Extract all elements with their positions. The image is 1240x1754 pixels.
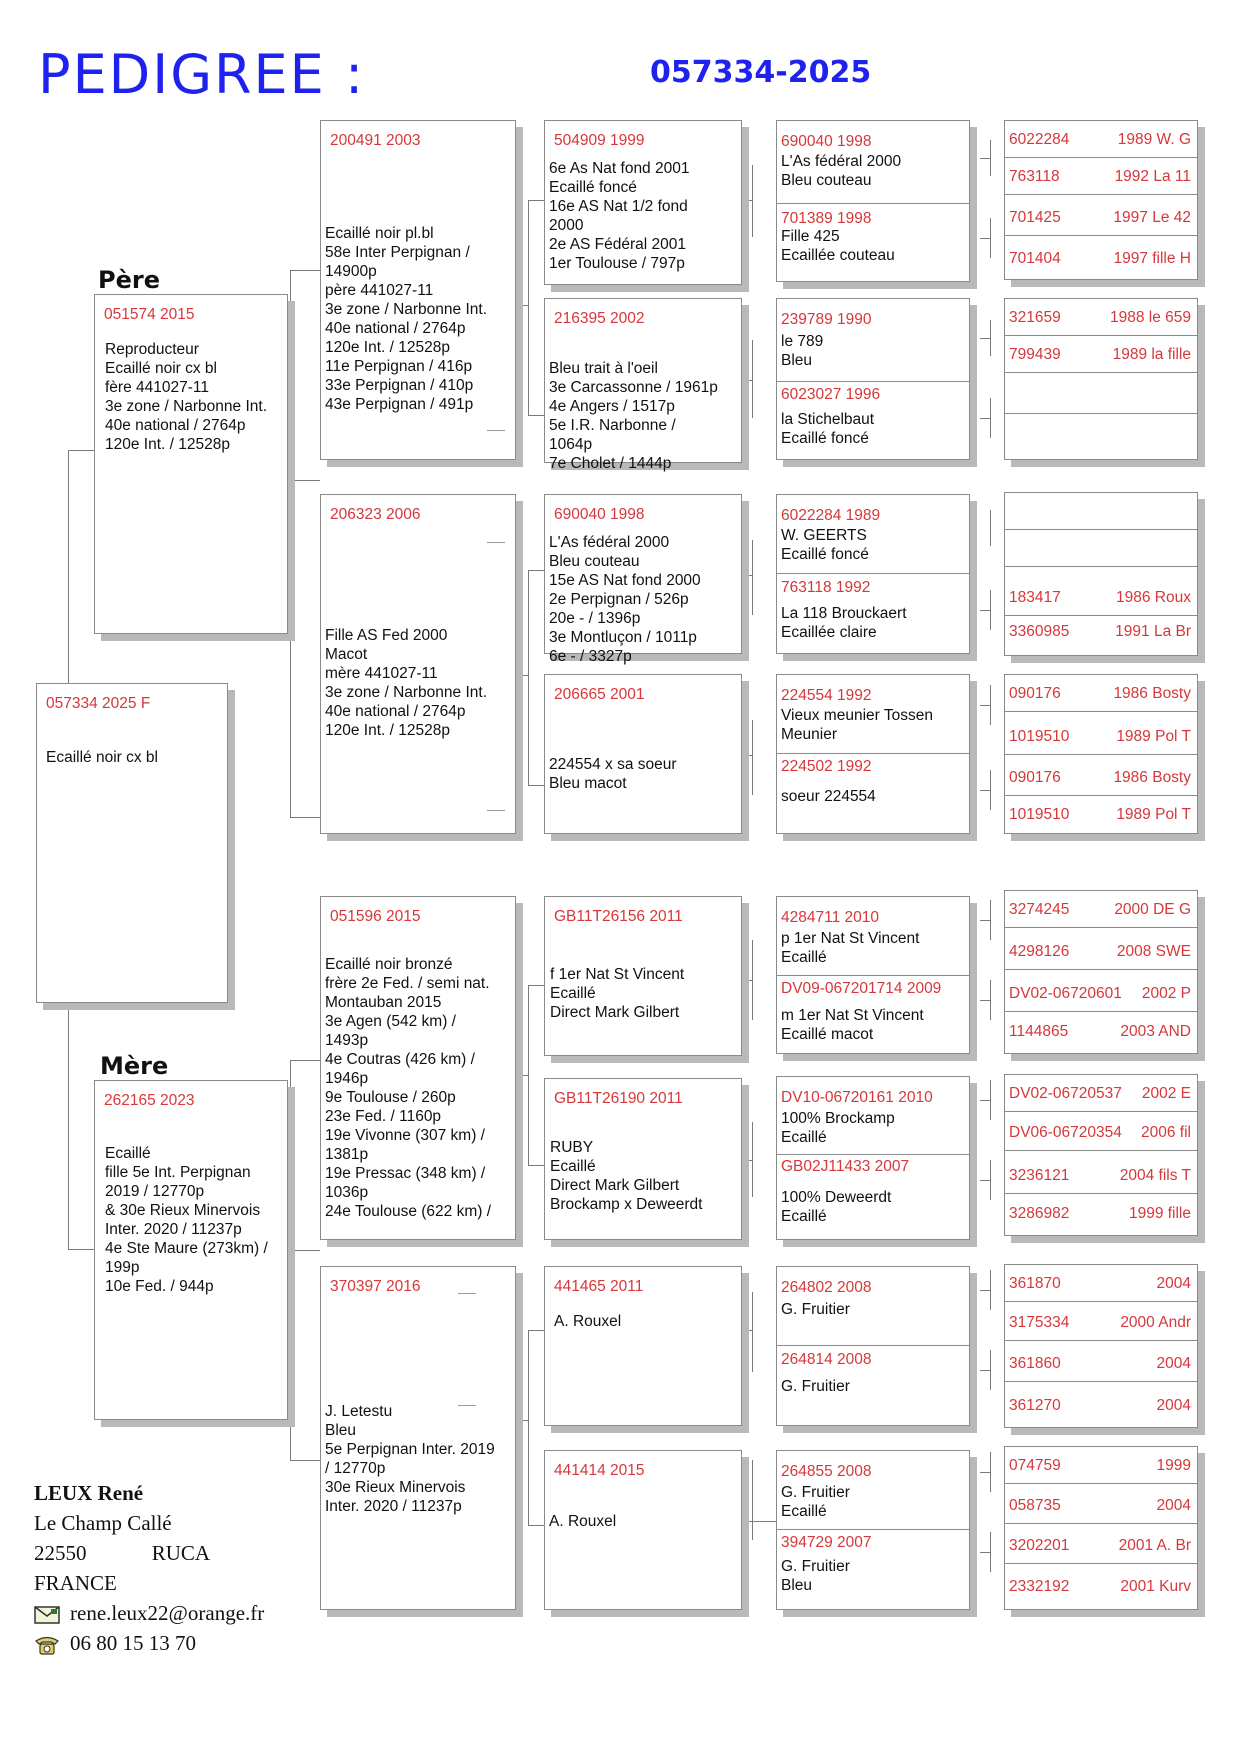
- ancestor-pair-box-2: [776, 298, 970, 460]
- ancestor-pair-box-4: [776, 674, 970, 834]
- ancestor-text: J. Letestu Bleu 5e Perpignan Inter. 2019 / 12770p 30e Rieux Minervois Inter. 2020 / 11237p: [325, 1403, 495, 1515]
- owner-phone[interactable]: 06 80 15 13 70: [70, 1631, 196, 1655]
- ancestor-text: G. Fruitier: [781, 1378, 850, 1395]
- owner-city: RUCA: [151, 1541, 211, 1565]
- ancestor-text: A. Rouxel: [554, 1313, 622, 1330]
- owner-contact: [34, 1478, 264, 1658]
- ancestor-box-g3-6: [544, 1078, 742, 1240]
- ancestor-row: [1005, 418, 1197, 455]
- ancestor-row: 321659 1988 le 659: [1005, 299, 1197, 336]
- ancestor-text: Ecaillé noir pl.bl 58e Inter Perpignan / 14900p père 441027-11 3e zone / Narbonne Int. 40e national / 2764p 120e Int. / 12528p 11e Perpignan / 416p 33e Perpignan / 410p 43e Perpignan / 491p: [325, 225, 488, 413]
- ancestor-row: DV02-06720601 2002 P: [1005, 975, 1197, 1012]
- ancestor-row: 074759 1999: [1005, 1447, 1197, 1484]
- owner-postcode: 22550: [34, 1541, 87, 1565]
- ancestor-row: 058735 2004: [1005, 1487, 1197, 1524]
- ancestor-text: 100% Brockamp Ecaillé: [781, 1110, 895, 1146]
- ancestor-id: 264814 2008: [781, 1351, 872, 1368]
- ancestor-id: 224502 1992: [781, 758, 872, 775]
- ancestor-box-dd: [320, 1266, 516, 1610]
- ancestor-row: 3286982 1999 fille: [1009, 1205, 1191, 1222]
- ancestor-list-box-3: [1004, 492, 1198, 656]
- ancestor-id: 763118 1992: [781, 579, 871, 596]
- dam-id: 262165 2023: [104, 1092, 195, 1109]
- ancestor-id: GB11T26156 2011: [554, 908, 683, 925]
- ancestor-row: 6022284 1989 W. G: [1005, 121, 1197, 158]
- ancestor-list-box-5: [1004, 890, 1198, 1054]
- owner-city-line: [34, 1538, 264, 1568]
- ancestor-row: [1005, 493, 1197, 530]
- dam-text: Ecaillé fille 5e Int. Perpignan 2019 / 12770p & 30e Rieux Minervois Inter. 2020 / 11237p 4e Ste Maure (273km) / 199p 10e Fed. / 944p: [105, 1145, 268, 1295]
- ancestor-pair-box-7: [776, 1266, 970, 1426]
- ancestor-text: G. Fruitier Bleu: [781, 1558, 850, 1594]
- ancestor-row: 090176 1986 Bosty: [1005, 759, 1197, 796]
- ancestor-row: 183417 1986 Roux: [1005, 579, 1197, 616]
- sire-label: Père: [98, 266, 160, 294]
- ancestor-id: 264802 2008: [781, 1279, 872, 1296]
- ancestor-box-g3-1: [544, 120, 742, 285]
- ancestor-box-g3-4: [544, 674, 742, 834]
- ancestor-id: 200491 2003: [330, 132, 421, 149]
- ring-number: 057334-2025: [650, 55, 872, 90]
- ancestor-list-box-4: [1004, 674, 1198, 834]
- ancestor-id: 206665 2001: [554, 686, 645, 703]
- ancestor-id: 441414 2015: [554, 1462, 645, 1479]
- ancestor-id: 264855 2008: [781, 1463, 872, 1480]
- ancestor-row: 361270 2004: [1009, 1397, 1191, 1414]
- ancestor-row: DV06-06720354 2006 fil: [1005, 1114, 1197, 1151]
- ancestor-list-box-6: [1004, 1074, 1198, 1236]
- ancestor-text: f 1er Nat St Vincent Ecaillé Direct Mark Gilbert: [550, 966, 685, 1021]
- ancestor-row: 4298126 2008 SWE: [1005, 933, 1197, 970]
- sire-text: Reproducteur Ecaillé noir cx bl fère 441027-11 3e zone / Narbonne Int. 40e national / 2764p 120e Int. / 12528p: [105, 341, 268, 453]
- dam-box: [94, 1080, 288, 1420]
- ancestor-id: GB11T26190 2011: [554, 1090, 683, 1107]
- owner-country: FRANCE: [34, 1571, 117, 1595]
- ancestor-id: 441465 2011: [554, 1278, 644, 1295]
- subject-id: 057334 2025 F: [46, 695, 151, 712]
- ancestor-pair-box-8: [776, 1450, 970, 1610]
- ancestor-text: RUBY Ecaillé Direct Mark Gilbert Brockamp x Deweerdt: [550, 1139, 703, 1213]
- ancestor-row: 3175334 2000 Andr: [1005, 1304, 1197, 1341]
- ancestor-row: [1005, 377, 1197, 414]
- ancestor-box-g3-3: [544, 494, 742, 665]
- telephone-icon: [34, 1635, 60, 1655]
- ancestor-text: m 1er Nat St Vincent Ecaillé macot: [781, 1007, 924, 1043]
- ancestor-id: DV10-06720161 2010: [781, 1089, 933, 1106]
- ancestor-row: 701425 1997 Le 42: [1005, 199, 1197, 236]
- ancestor-list-box-2: [1004, 298, 1198, 460]
- ancestor-row: 3202201 2001 A. Br: [1005, 1527, 1197, 1564]
- subject-box: [36, 683, 228, 1003]
- ancestor-id: 206323 2006: [330, 506, 421, 523]
- ancestor-id: 051596 2015: [330, 908, 421, 925]
- ancestor-id: DV09-067201714 2009: [781, 980, 942, 997]
- ancestor-text: Bleu trait à l'oeil 3e Carcassonne / 1961p 4e Angers / 1517p 5e I.R. Narbonne / 1064p 7e Cholet / 1444p: [549, 360, 718, 472]
- ancestor-id: GB02J11433 2007: [781, 1158, 910, 1175]
- ancestor-id: 6023027 1996: [781, 386, 881, 403]
- ancestor-text: 224554 x sa soeur Bleu macot: [549, 756, 677, 792]
- ancestor-box-g3-2: [544, 298, 742, 472]
- ancestor-row: 1144865 2003 AND: [1009, 1023, 1191, 1040]
- ancestor-id: 690040 1998: [554, 506, 645, 523]
- ancestor-text: le 789 Bleu: [781, 333, 824, 369]
- owner-email-line: [34, 1598, 264, 1628]
- ancestor-row: 799439 1989 la fille: [1005, 336, 1197, 373]
- envelope-icon: [34, 1605, 60, 1625]
- ancestor-box-ss: [320, 120, 516, 460]
- ancestor-row: 3236121 2004 fils T: [1005, 1157, 1197, 1194]
- owner-name: LEUX René: [34, 1481, 144, 1505]
- ancestor-text: L'As fédéral 2000 Bleu couteau 15e AS Nat fond 2000 2e Perpignan / 526p 20e - / 1396p 3e Montluçon / 1011p 6e - / 3327p: [549, 534, 701, 665]
- ancestor-box-g3-5: [544, 896, 742, 1056]
- ancestor-box-g3-8: [544, 1450, 742, 1610]
- ancestor-text: La 118 Brouckaert Ecaillée claire: [781, 605, 907, 641]
- ancestor-text: G. Fruitier Ecaillé: [781, 1484, 850, 1520]
- subject-text: Ecaillé noir cx bl: [46, 749, 158, 766]
- ancestor-text: L'As fédéral 2000 Bleu couteau: [781, 153, 902, 189]
- dam-label: Mère: [100, 1052, 169, 1080]
- ancestor-list-box-1: [1004, 120, 1198, 280]
- ancestor-box-ds: [320, 896, 516, 1240]
- ancestor-id: 239789 1990: [781, 311, 872, 328]
- ancestor-text: W. GEERTS Ecaillé foncé: [781, 527, 869, 563]
- ancestor-pair-box-3: [776, 494, 970, 654]
- ancestor-text: 100% Deweerdt Ecaillé: [781, 1189, 892, 1225]
- ancestor-id: 504909 1999: [554, 132, 645, 149]
- ancestor-id: 370397 2016: [330, 1278, 421, 1295]
- ancestor-text: la Stichelbaut Ecaillé foncé: [781, 411, 875, 447]
- ancestor-text: p 1er Nat St Vincent Ecaillé: [781, 930, 920, 966]
- ancestor-row: 1019510 1989 Pol T: [1009, 806, 1191, 823]
- ancestor-text: soeur 224554: [781, 788, 876, 805]
- ancestor-id: 394729 2007: [781, 1534, 872, 1551]
- ancestor-row: 090176 1986 Bosty: [1005, 675, 1197, 712]
- ancestor-box-sd: [320, 494, 516, 834]
- ancestor-row: 361870 2004: [1005, 1265, 1197, 1302]
- ancestor-text: Ecaillé noir bronzé frère 2e Fed. / semi nat. Montauban 2015 3e Agen (542 km) / 1493p 4e Coutras (426 km) / 1946p 9e Toulouse / 260p 23e Fed. / 1160p 19e Vivonne (307 km) / 1381p 19e Pressac (348 km) / 1036p 24e Toulouse (622 km) /: [325, 956, 492, 1220]
- owner-email[interactable]: rene.leux22@orange.fr: [70, 1601, 265, 1625]
- ancestor-text: Fille 425 Ecaillée couteau: [781, 228, 895, 264]
- owner-address: Le Champ Callé: [34, 1511, 172, 1535]
- ancestor-pair-box-6: [776, 1076, 970, 1240]
- ancestor-row: 701404 1997 fille H: [1009, 250, 1191, 267]
- ancestor-text: Vieux meunier Tossen Meunier: [781, 707, 933, 743]
- ancestor-row: 3360985 1991 La Br: [1009, 623, 1191, 640]
- ancestor-id: 701389 1998: [781, 210, 872, 227]
- page-title: PEDIGREE :: [38, 43, 366, 106]
- ancestor-text: Fille AS Fed 2000 Macot mère 441027-11 3e zone / Narbonne Int. 40e national / 2764p 120e Int. / 12528p: [325, 627, 488, 739]
- ancestor-id: 216395 2002: [554, 310, 645, 327]
- ancestor-pair-box-1: [776, 120, 970, 282]
- ancestor-row: [1005, 530, 1197, 567]
- ancestor-list-box-8: [1004, 1446, 1198, 1610]
- ancestor-row: 361860 2004: [1005, 1345, 1197, 1382]
- ancestor-box-g3-7: [544, 1266, 742, 1426]
- sire-box: [94, 294, 288, 634]
- ancestor-row: 3274245 2000 DE G: [1005, 891, 1197, 928]
- ancestor-id: 224554 1992: [781, 687, 872, 704]
- sire-id: 051574 2015: [104, 306, 195, 323]
- owner-phone-line: [34, 1628, 264, 1658]
- ancestor-id: 690040 1998: [781, 133, 872, 150]
- ancestor-row: 763118 1992 La 11: [1005, 158, 1197, 195]
- ancestor-id: 6022284 1989: [781, 507, 881, 524]
- ancestor-row: DV02-06720537 2002 E: [1005, 1075, 1197, 1112]
- ancestor-text: 6e As Nat fond 2001 Ecaillé foncé 16e AS Nat 1/2 fond 2000 2e AS Fédéral 2001 1er Toulouse / 797p: [549, 160, 690, 272]
- ancestor-id: 4284711 2010: [781, 909, 879, 926]
- ancestor-text: G. Fruitier: [781, 1301, 850, 1318]
- ancestor-row: 1019510 1989 Pol T: [1005, 718, 1197, 755]
- ancestor-pair-box-5: [776, 896, 970, 1054]
- ancestor-text: A. Rouxel: [549, 1513, 617, 1530]
- ancestor-row: 2332192 2001 Kurv: [1009, 1578, 1191, 1595]
- ancestor-list-box-7: [1004, 1264, 1198, 1428]
